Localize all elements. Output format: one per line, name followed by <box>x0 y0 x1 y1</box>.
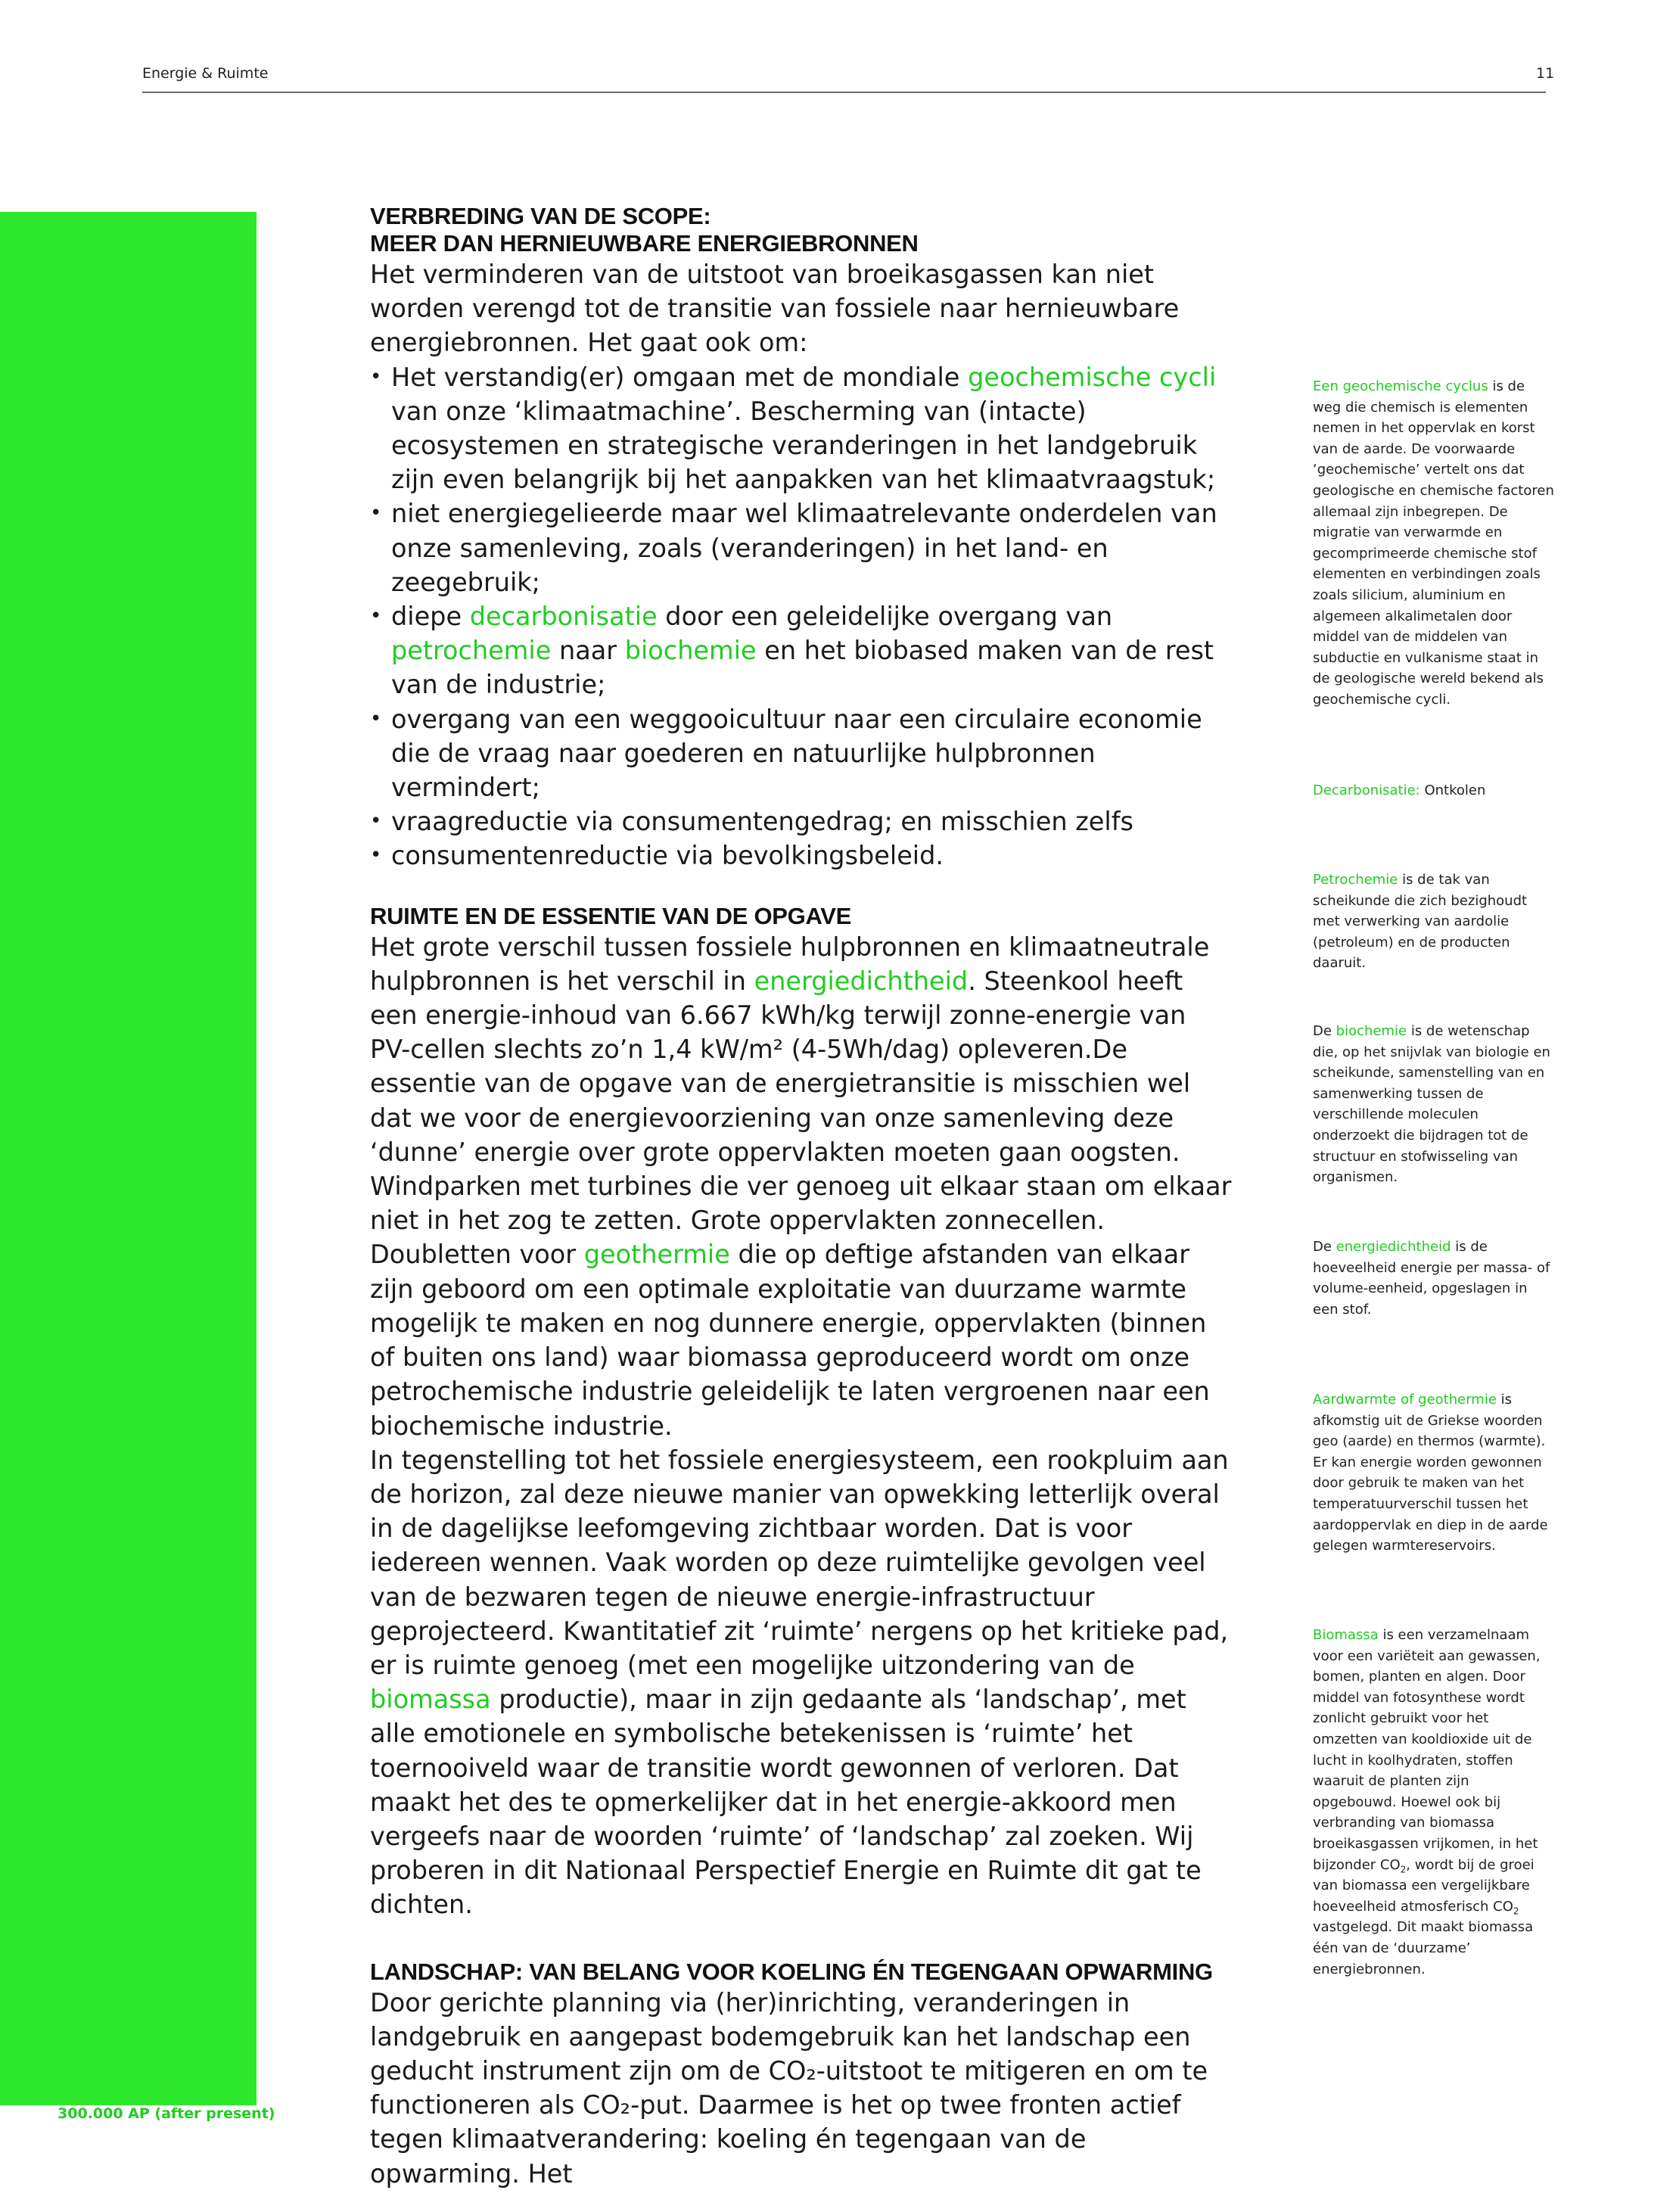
list-item: • vraagreductie via consumentengedrag; en misschien zelfs <box>370 804 1233 838</box>
list-item: • overgang van een weggooicultuur naar een circulaire economie die de vraag naar goederen en natuurlijke hulpbronnen vermindert; <box>370 702 1233 805</box>
sidebar-note-biomassa: Biomassa is een verzamelnaam voor een variëteit aan gewassen, bomen, planten en algen. Door middel van fotosynthese wordt zonlicht gebruikt voor het omzetten van kooldioxide uit de lucht in koolhydraten, stoffen waaruit de planten zijn opgebouwd. Hoewel ook bij verbranding van biomassa broeikasgassen vrijkomen, in het bijzonder $CO_2$, wordt bij de groei van biomassa een vergelijkbare hoeveelheid atmosferisch $CO_2$ vastgelegd. Dit maakt biomassa één van de ‘duurzame’ energiebronnen. <box>1313 1627 1541 1977</box>
list-item: • niet energiegelieerde maar wel klimaatrelevante onderdelen van onze samenleving, zoals (veranderingen) in het land- en zeegebruik; <box>370 496 1233 599</box>
footer-label: 300.000 AP (after present) <box>58 2105 275 2122</box>
section-scope <box>370 203 1233 873</box>
green-accent-bar <box>0 212 257 2105</box>
term-geothermie: geothermie <box>583 1240 730 1270</box>
term-energiedichtheid: energiedichtheid <box>754 966 969 996</box>
sidebar-note-geothermie: Aardwarmte of geothermie is afkomstig uit de Griekse woorden geo (aarde) en thermos (warmte). Er kan energie worden gewonnen door gebruik te maken van het temperatuurverschil tussen het aardoppervlak en diep in de aarde gelegen warmtereservoirs. <box>1313 1392 1548 1554</box>
term-biomassa: biomassa <box>370 1685 491 1715</box>
list-item: • diepe decarbonisatie door een geleidelijke overgang van petrochemie naar biochemie en het biobased maken van de rest van de industrie; <box>370 599 1233 702</box>
sidebar-note-decarbonisatie: Decarbonisatie: Ontkolen <box>1313 782 1486 798</box>
sidebar-note-geochemische-cyclus: Een geochemische cyclus is de weg die chemisch is elementen nemen in het oppervlak en korst van de aarde. De voorwaarde ‘geochemische’ vertelt ons dat geologische en chemische factoren allemaal zijn inbegrepen. De migratie van verwarmde en gecomprimeerde chemische stof elementen en verbindingen zoals zoals silicium, aluminium en algemeen alkalimetalen door middel van de middelen van subductie en vulkanisme staat in de geologische wereld bekend als geochemische cycli. <box>1313 378 1554 708</box>
section-ruimte <box>370 903 1233 1922</box>
heading-line-2: MEER DAN HERNIEUWBARE ENERGIEBRONNEN <box>370 230 919 257</box>
list-item: • consumentenreductie via bevolkingsbeleid. <box>370 838 1233 873</box>
body-paragraph: Het grote verschil tussen fossiele hulpbronnen en klimaatneutrale hulpbronnen is het verschil in energiedichtheid. Steenkool heeft een energie-inhoud van 6.667 kWh/kg terwijl zonne-energie van PV-cellen slechts zo’n 1,4 kW/m² (4-5Wh/dag) opleveren.De essentie van de opgave van de energietransitie is misschien wel dat we voor de energievoorziening van onze samenleving deze ‘dunne’ energie over grote oppervlakten moeten gaan oogsten. Windparken met turbines die ver genoeg uit elkaar staan om elkaar niet in het zog te zetten. Grote oppervlakten zonnecellen. Doubletten voor geothermie die op deftige afstanden van elkaar zijn geboord om een optimale exploitatie van duurzame warmte mogelijk te maken en nog dunnere energie, oppervlakten (binnen of buiten ons land) waar biomassa geproduceerd wordt om onze petrochemische industrie geleidelijk te laten vergroenen naar een biochemische industrie. <box>370 932 1232 1441</box>
section-heading: RUIMTE EN DE ESSENTIE VAN DE OPGAVE <box>370 902 852 929</box>
section-heading: LANDSCHAP: VAN BELANG VOOR KOELING ÉN TEGENGAAN OPWARMING <box>370 1958 1213 1985</box>
intro-paragraph: Het verminderen van de uitstoot van broeikasgassen kan niet worden verengd tot de transitie van fossiele naar hernieuwbare energiebronnen. Het gaat ook om: <box>370 260 1180 358</box>
list-item: • Het verstandig(er) omgaan met de mondiale geochemische cycli van onze ‘klimaatmachine’. Bescherming van (intacte) ecosystemen en strategische veranderingen in het landgebruik zijn even belangrijk bij het aanpakken van het klimaatvraagstuk; <box>370 360 1233 497</box>
term-geochemische-cycli: geochemische cycli <box>968 362 1217 392</box>
body-paragraph: In tegenstelling tot het fossiele energiesysteem, een rookpluim aan de horizon, zal deze nieuwe manier van opwekking letterlijk overal in de dagelijkse leefomgeving zichtbaar worden. Dat is voor iedereen wennen. Vaak worden op deze ruimtelijke gevolgen veel van de bezwaren tegen de nieuwe energie-infrastructuur geprojecteerd. Kwantitatief zit ‘ruimte’ nergens op het kritieke pad, er is ruimte genoeg (met een mogelijke uitzondering van de biomassa productie), maar in zijn gedaante als ‘landschap’, met alle emotionele en symbolische betekenissen is ‘ruimte’ het toernooiveld waar de transitie wordt gewonnen of verloren. Dat maakt het des te opmerkelijker dat in het energie-akkoord men vergeefs naar de woorden ‘ruimte’ of ‘landschap’ zal zoeken. Wij proberen in dit Nationaal Perspectief Energie en Ruimte dit gat te dichten. <box>370 1445 1229 1920</box>
term-biochemie: biochemie <box>624 636 757 666</box>
page-number: 11 <box>1536 65 1555 82</box>
scope-bullet-list <box>370 360 1233 873</box>
main-text-column <box>370 203 1233 2191</box>
term-petrochemie: petrochemie <box>391 636 552 666</box>
heading-line-1: VERBREDING VAN DE SCOPE: <box>370 203 711 229</box>
section-heading <box>370 203 1233 257</box>
body-paragraph: Door gerichte planning via (her)inrichting, veranderingen in landgebruik en aangepast bodemgebruik kan het landschap een geducht instrument zijn om de CO₂-uitstoot te mitigeren en om te functioneren als CO₂-put. Daarmee is het op twee fronten actief tegen klimaatverandering: koeling én tegengaan van de opwarming. Het <box>370 1987 1208 2189</box>
header-divider <box>142 92 1546 93</box>
section-landschap <box>370 1958 1233 2191</box>
term-decarbonisatie: decarbonisatie <box>469 602 658 632</box>
sidebar-note-petrochemie: Petrochemie is de tak van scheikunde die zich bezighoudt met verwerking van aardolie (petroleum) en de producten daaruit. <box>1313 872 1528 972</box>
running-header-title: Energie & Ruimte <box>142 65 269 82</box>
sidebar-note-biochemie: De biochemie is de wetenschap die, op het snijvlak van biologie en scheikunde, samenstelling van en samenwerking tussen de verschillende moleculen onderzoekt die bijdragen tot de structuur en stofwisseling van organismen. <box>1313 1023 1550 1186</box>
sidebar-note-energiedichtheid: De energiedichtheid is de hoeveelheid energie per massa- of volume-eenheid, opgeslagen in een stof. <box>1313 1239 1550 1318</box>
